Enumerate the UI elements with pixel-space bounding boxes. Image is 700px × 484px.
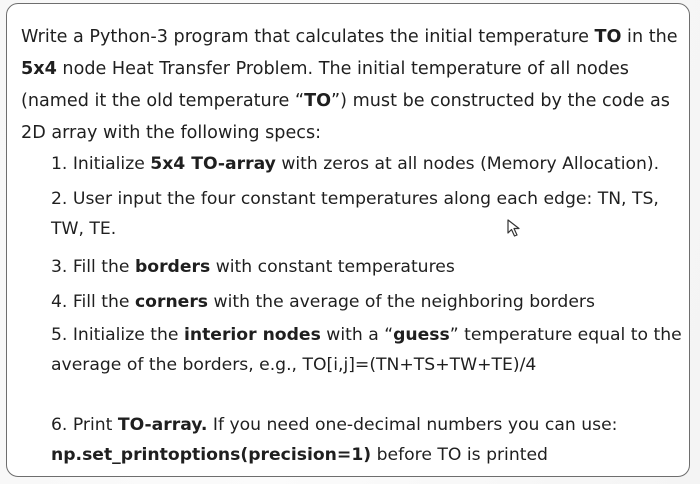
problem-intro	[21, 21, 683, 149]
spec-item-6-line-2: np.set_printoptions(precision=1) before TO is printed	[51, 445, 548, 465]
spec-item-5-line-2: average of the borders, e.g., TO[i,j]=(TN+TS+TW+TE)/4	[51, 355, 537, 375]
intro-line-1: Write a Python-3 program that calculates the initial temperature TO in the	[21, 27, 678, 47]
spec-item-4: 4. Fill the corners with the average of the neighboring borders	[51, 292, 595, 312]
spec-item-5-line-1: 5. Initialize the interior nodes with a “guess” temperature equal to the	[51, 325, 682, 345]
intro-line-2: 5x4 node Heat Transfer Problem. The initial temperature of all nodes	[21, 59, 629, 79]
spec-item-2	[51, 184, 671, 244]
spec-item-6-line-1: 6. Print TO-array. If you need one-decimal numbers you can use:	[51, 415, 618, 435]
spec-item-1: 1. Initialize 5x4 TO-array with zeros at all nodes (Memory Allocation).	[51, 154, 660, 174]
problem-card	[6, 3, 690, 477]
spec-item-5	[51, 320, 682, 380]
spec-item-2-line-1: 2. User input the four constant temperatures along each edge: TN, TS,	[51, 189, 659, 209]
intro-line-4: 2D array with the following specs:	[21, 123, 322, 143]
mouse-pointer-icon	[507, 219, 523, 237]
intro-line-3: (named it the old temperature “TO”) must be constructed by the code as	[21, 91, 670, 111]
spec-item-3: 3. Fill the borders with constant temperatures	[51, 257, 455, 277]
spec-item-2-line-2: TW, TE.	[51, 219, 117, 239]
spec-item-6	[51, 410, 671, 470]
